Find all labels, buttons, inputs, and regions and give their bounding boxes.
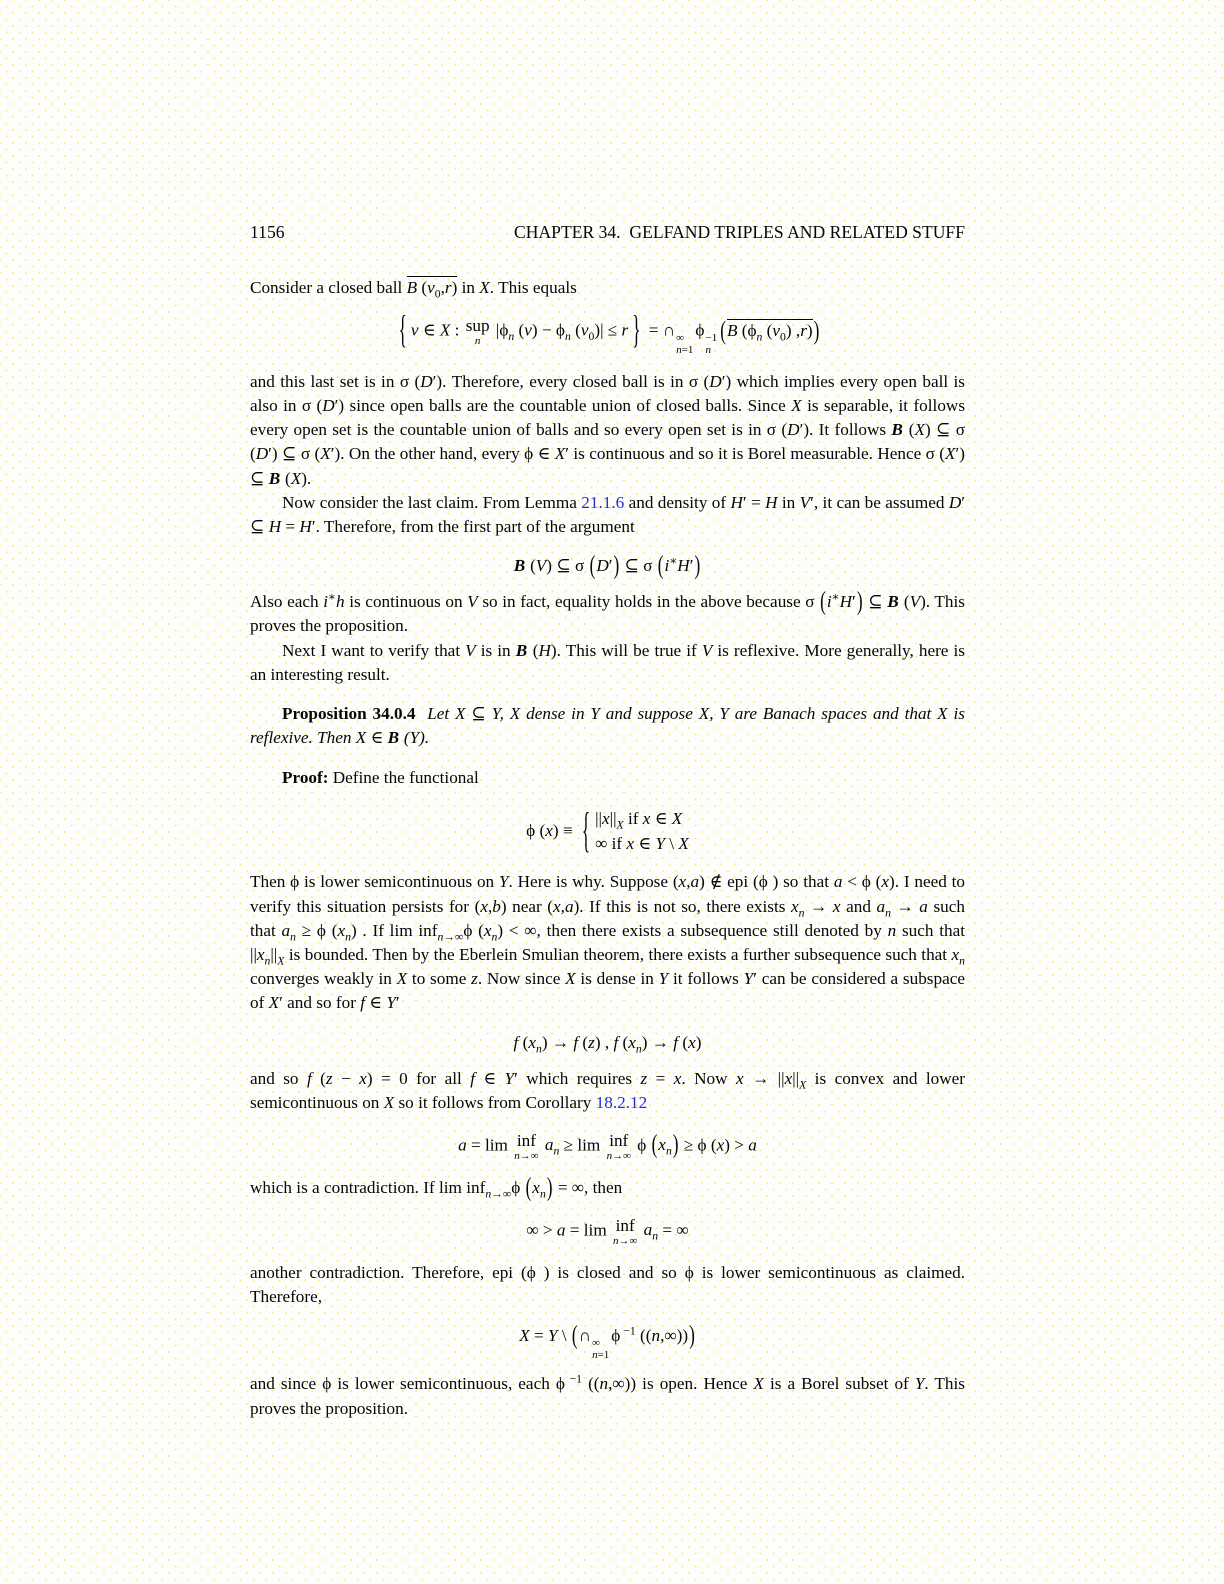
paragraph-consider-ball: Consider a closed ball B $(v_0,r)$ in X. This equals xyxy=(250,278,577,301)
chapter-title: CHAPTER 34. GELFAND TRIPLES AND RELATED STUFF xyxy=(514,222,965,242)
equation-liminf-chain: a = lim inf n→∞ $a_n \ge \lim$ inf n→∞ ϕ $(x_n) \ge \phi$ (x) > a xyxy=(458,1129,757,1162)
paragraph-then-phi-lsc: Then ϕ is lower semicontinuous on Y. Here is why. Suppose (x,a) ∉ epi (ϕ ) so that a < ϕ (x). I need to verify this situation persists for (x,b) near (x,a). If this is not so, there exists $x_n \to x$ and $a_n \to a$ such that $a_n \ge \phi$ $(x_n)$ . If lim inf$_{n\to\infty}$ϕ $(x_n)$ < ∞, then there exists a subsequence still denoted by n such that $||x_n||_X$ is bounded. Then by the Eberlein Smulian theorem, there exists a further subsequence such that $x_n$ converges weakly in X to some z. Now since X is dense in Y it follows Y′ can be considered a subspace of X′ and so for f ∈ Y′ xyxy=(250,872,966,1013)
equation-infinity-contradiction: ∞ > a = lim inf n→∞ $a_n$ = ∞ xyxy=(526,1216,689,1247)
proposition-34-0-4 xyxy=(250,702,965,750)
paragraph-now-consider: Now consider the last claim. From Lemma 21.1.6 and density of H′ = H in V′, it can be assumed D′ ⊆ H = H′. Therefore, from the first part of the argument xyxy=(250,492,966,536)
proposition-label: Proposition 34.0.4 xyxy=(282,703,416,723)
page-number: 1156 xyxy=(250,222,285,242)
corollary-ref-link[interactable]: 18.2.12 xyxy=(595,1092,648,1112)
paragraph-and-so-f: and so f (z − x) = 0 for all f ∈ Y′ which requires z = x. Now $x \to ||x||_X$ is convex and lower semicontinuous on X so it follows from Corollary 18.2.12 xyxy=(250,1068,966,1112)
paragraph-which-contradiction: which is a contradiction. If lim inf$_{n\to\infty}$ϕ $(x_n)$ = ∞, then xyxy=(250,1172,623,1202)
proof-intro: Define the functional xyxy=(332,768,479,788)
proof-paragraph xyxy=(250,766,965,790)
equation-f-limits: f $(x_n) \to f$ (z) , f $(x_n) \to f$ (x) xyxy=(513,1032,702,1056)
paragraph-another-contradiction: another contradiction. Therefore, epi (ϕ ) is closed and so ϕ is lower semicontinuous as claimed. Therefore, xyxy=(250,1262,965,1307)
paragraph-next-verify: Next I want to verify that V is in B (H). This will be true if V is reflexive. More generally, here is an interesting result. xyxy=(250,640,965,684)
running-header xyxy=(250,222,965,242)
proof-label: Proof: xyxy=(282,768,329,788)
paragraph-and-since-phi: and since ϕ is lower semicontinuous, each ϕ $^{-1}$ ((n,∞)) is open. Hence X is a Borel subset of Y. This proves the proposition. xyxy=(250,1372,965,1418)
equation-borel-chain: B (V) ⊆ σ (D′) ⊆ σ (i∗H′) xyxy=(513,550,701,581)
paragraph-also-each: Also each i∗h is continuous on V so in fact, equality holds in the above because σ (i∗H′) ⊆ B (V). This proves the proposition. xyxy=(250,586,965,636)
proposition-statement: Let X ⊆ Y, X dense in Y and suppose X, Y are Banach spaces and that X is reflexive. Then X ∈ B (Y). xyxy=(250,703,965,748)
equation-functional-definition: ϕ (x) ≡ { $||x||_X$ if x ∈ X ∞ if x ∈ Y \ X xyxy=(526,803,689,857)
lemma-ref-link[interactable]: 21.1.6 xyxy=(581,492,625,512)
paragraph-sigma-d-prime: and this last set is in σ (D′). Therefore, every closed ball is in σ (D′) which implies every open ball is also in σ (D′) since open balls are the countable union of closed balls. Since X is separable, it follows every open set is the countable union of balls and so every open set is in σ (D′). It follows B (X) ⊆ σ (D′) ⊆ σ (X′). On the other hand, every ϕ ∈ X′ is continuous and so it is Borel measurable. Hence σ (X′) ⊆ B (X). xyxy=(250,371,966,488)
page-content xyxy=(250,276,965,1421)
equation-closed-ball-set: { v ∈ X : sup n $|\phi_n$ $(v) - \phi_n$ $(v_0)| \le r$ } = ∩ ∞ n=1 ϕ −1 n (B ($\phi_n$ $(v_0)$ ,r)) xyxy=(398,308,820,356)
equation-x-equals-y-minus: X = Y \ (∩ ∞ n=1 ϕ $^{-1}$ ((n,∞))) xyxy=(519,1320,695,1362)
